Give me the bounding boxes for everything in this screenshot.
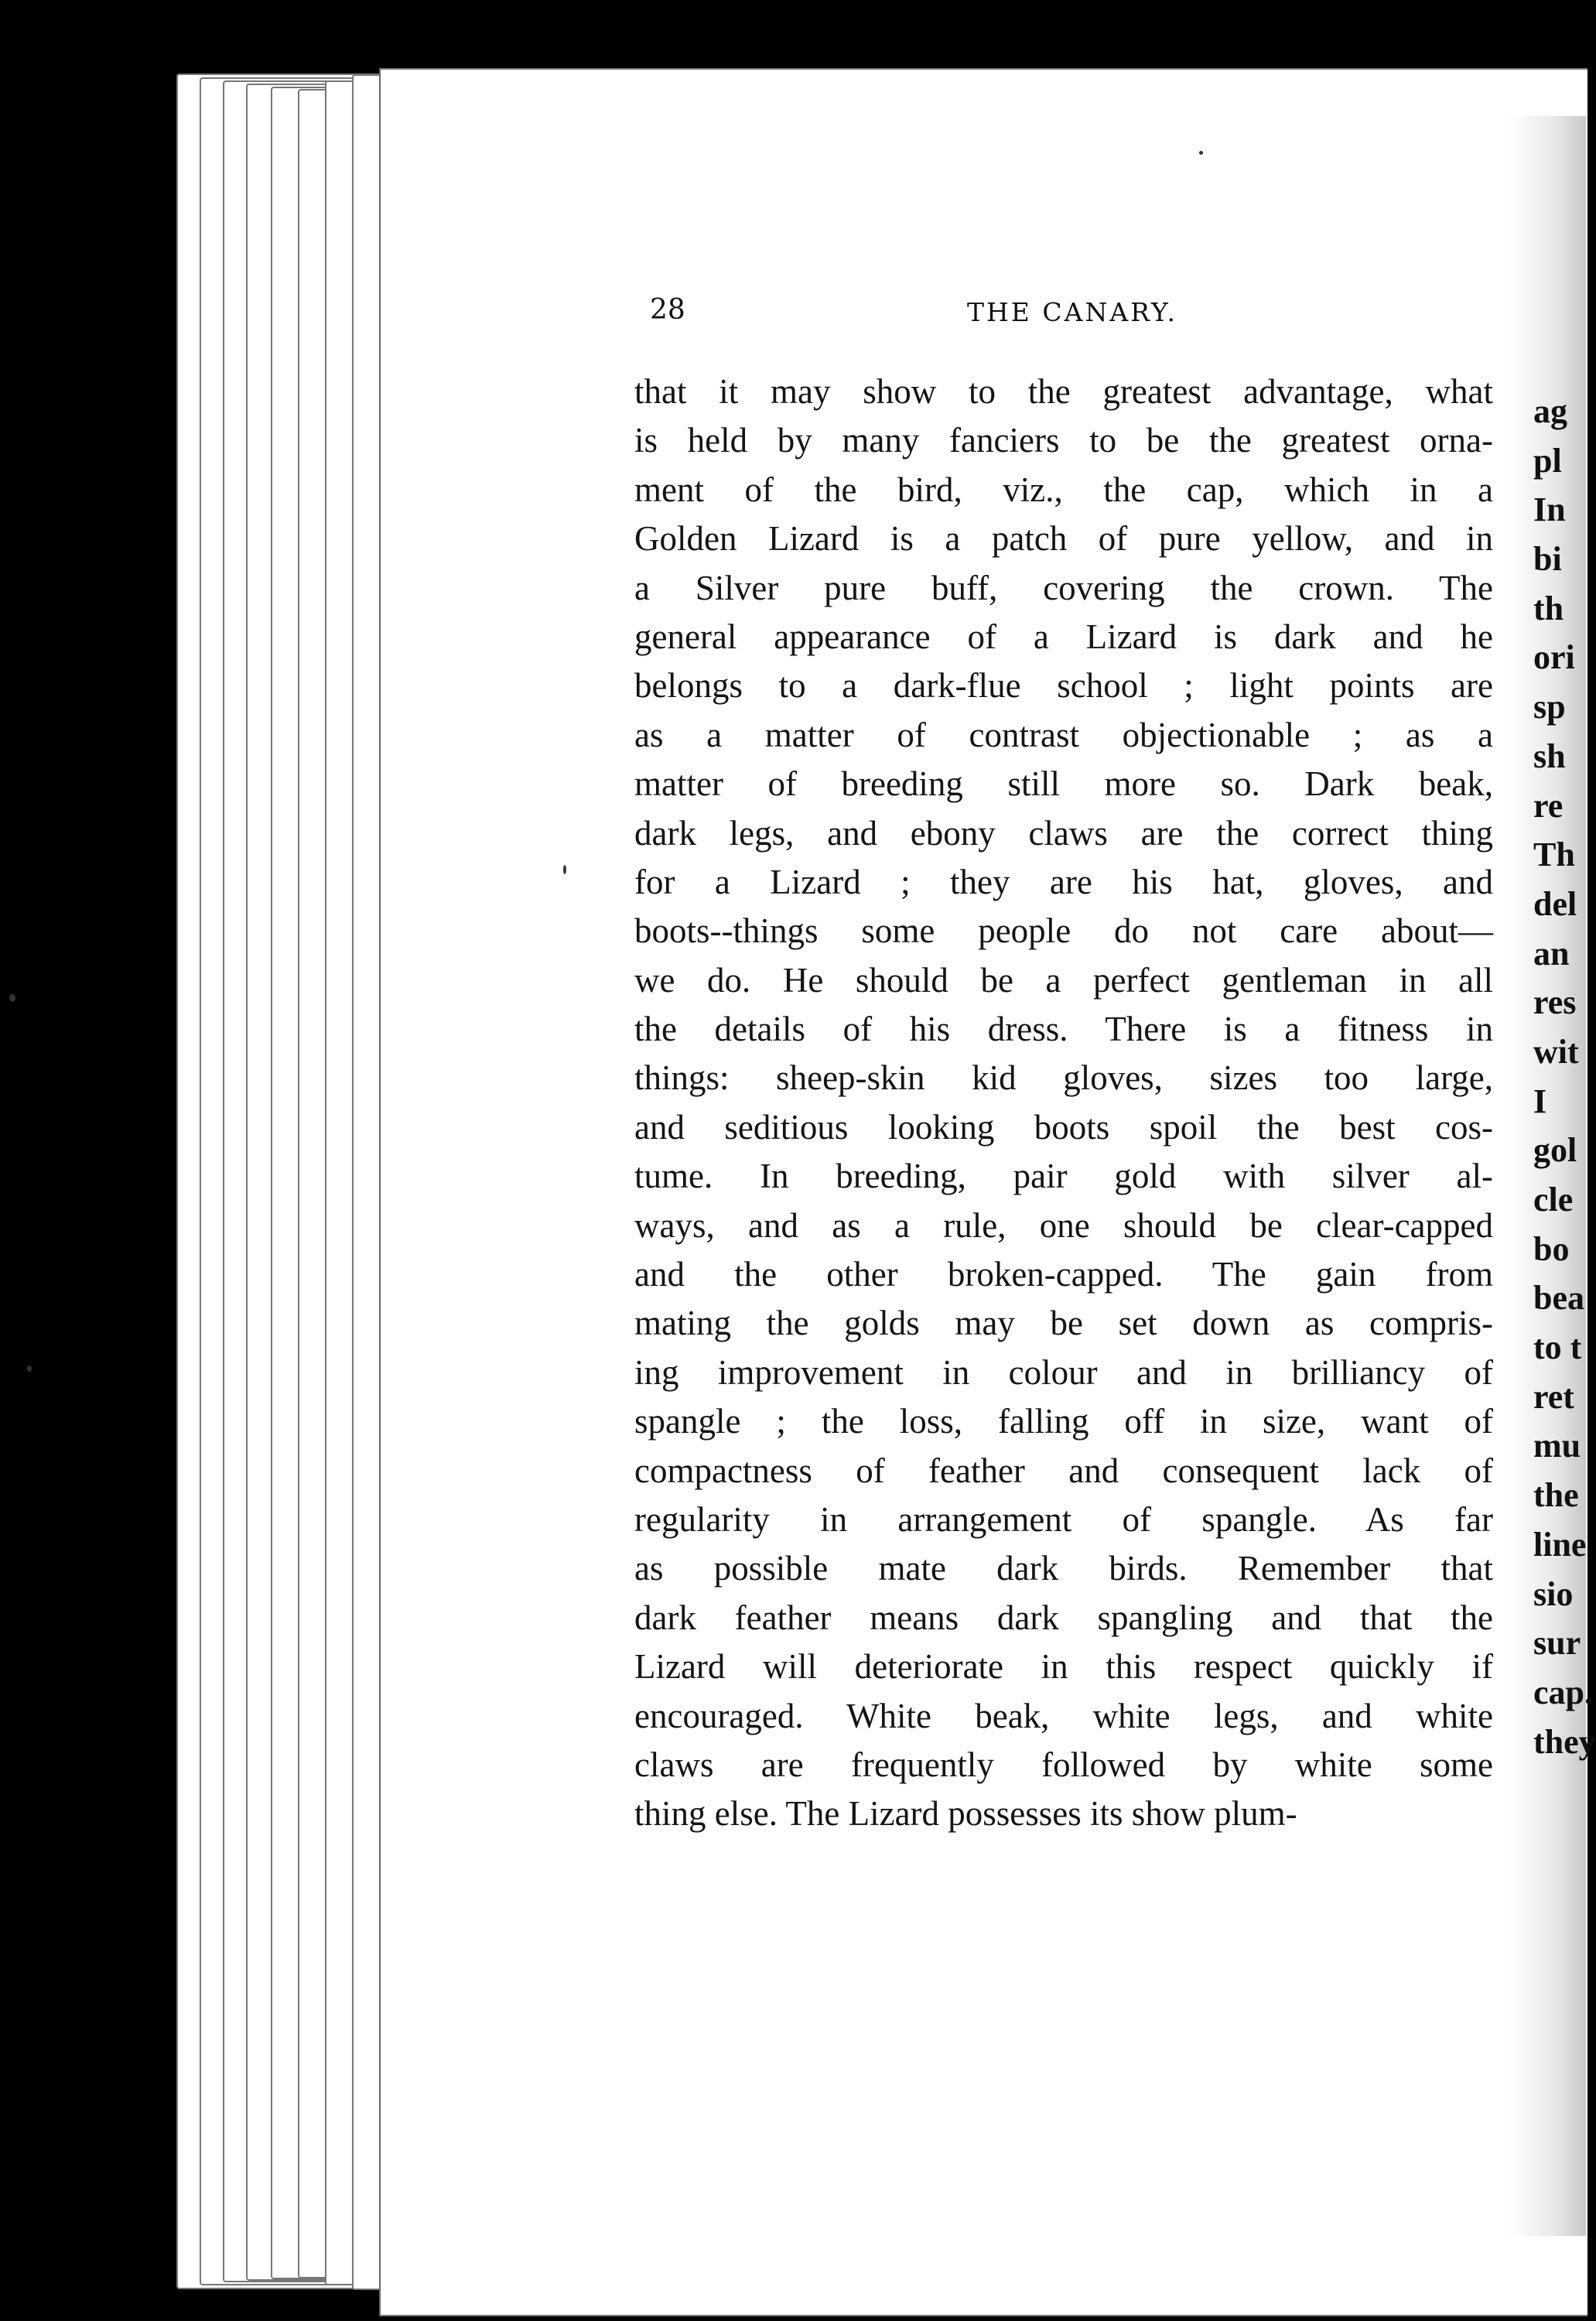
text-line: Golden Lizard is a patch of pure yellow, and in: [634, 519, 1493, 559]
facing-page-text: [1533, 387, 1596, 1766]
text-line: and the other broken-capped. The gain from: [634, 1255, 1493, 1294]
dust-speck: [9, 994, 15, 1002]
text-line: is held by many fanciers to be the greatest orna-: [634, 421, 1493, 460]
text-line: claws are frequently followed by white some: [634, 1745, 1493, 1784]
dust-speck: [1199, 151, 1203, 155]
text-line: thing else. The Lizard possesses its show plum-: [634, 1794, 1297, 1834]
facing-text-fragment: they: [1533, 1722, 1596, 1761]
text-line: dark legs, and ebony claws are the correct thing: [634, 813, 1493, 853]
text-line: ways, and as a rule, one should be clear-capped: [634, 1205, 1493, 1245]
text-line: Lizard will deteriorate in this respect quickly if: [634, 1647, 1493, 1687]
text-line: boots--things some people do not care about—: [634, 911, 1493, 951]
dust-speck: [27, 1366, 32, 1372]
text-line: for a Lizard ; they are his hat, gloves, and: [634, 862, 1493, 901]
facing-text-fragment: ori: [1533, 638, 1575, 677]
facing-text-fragment: I: [1533, 1082, 1547, 1120]
facing-text-fragment: mu: [1533, 1427, 1581, 1465]
facing-text-fragment: res: [1533, 983, 1577, 1022]
body-text: [634, 367, 1493, 1839]
facing-text-fragment: cap.: [1533, 1673, 1593, 1711]
page-header: [650, 294, 1524, 340]
text-line: ment of the bird, viz., the cap, which in a: [634, 470, 1493, 509]
facing-text-fragment: line: [1533, 1525, 1587, 1564]
text-line: regularity in arrangement of spangle. As far: [634, 1499, 1493, 1539]
text-line: spangle ; the loss, falling off in size, want of: [634, 1402, 1493, 1441]
facing-text-fragment: re: [1533, 786, 1564, 825]
text-line: belongs to a dark-flue school ; light points are: [634, 666, 1493, 706]
text-line: matter of breeding still more so. Dark beak,: [634, 764, 1493, 804]
facing-text-fragment: sp: [1533, 688, 1566, 726]
facing-text-fragment: bi: [1533, 540, 1562, 579]
facing-text-fragment: an: [1533, 934, 1570, 972]
facing-text-fragment: wit: [1533, 1032, 1579, 1071]
text-line: dark feather means dark spangling and that the: [634, 1598, 1493, 1637]
facing-text-fragment: cle: [1533, 1181, 1574, 1219]
text-line: general appearance of a Lizard is dark and he: [634, 617, 1493, 656]
facing-text-fragment: sio: [1533, 1574, 1574, 1613]
facing-text-fragment: bea: [1533, 1279, 1584, 1318]
facing-text-fragment: to t: [1533, 1328, 1582, 1367]
facing-text-fragment: th: [1533, 589, 1564, 627]
text-line: ing improvement in colour and in brilliancy of: [634, 1352, 1493, 1392]
dust-speck: [563, 865, 566, 874]
facing-text-fragment: Th: [1533, 836, 1575, 874]
text-line: compactness of feather and consequent lack of: [634, 1451, 1493, 1490]
facing-text-fragment: pl: [1533, 441, 1562, 480]
text-line: tume. In breeding, pair gold with silver al-: [634, 1157, 1493, 1196]
text-line: that it may show to the greatest advantage, what: [634, 372, 1493, 411]
running-head: THE CANARY.: [967, 297, 1178, 327]
text-line: the details of his dress. There is a fitness in: [634, 1010, 1493, 1049]
facing-text-fragment: ag: [1533, 392, 1567, 430]
text-line: and seditious looking boots spoil the best cos-: [634, 1107, 1493, 1147]
text-line: mating the golds may be set down as compris-: [634, 1304, 1493, 1343]
facing-text-fragment: del: [1533, 884, 1577, 923]
facing-text-fragment: In: [1533, 491, 1566, 529]
text-line: a Silver pure buff, covering the crown. The: [634, 568, 1493, 607]
page-number: 28: [650, 294, 685, 326]
text-line: encouraged. White beak, white legs, and white: [634, 1696, 1493, 1735]
facing-text-fragment: sh: [1533, 737, 1566, 775]
text-line: we do. He should be a perfect gentleman in all: [634, 960, 1493, 1000]
text-line: things: sheep-skin kid gloves, sizes too large,: [634, 1058, 1493, 1098]
facing-text-fragment: gol: [1533, 1131, 1577, 1170]
facing-text-fragment: the: [1533, 1476, 1579, 1515]
text-line: as possible mate dark birds. Remember that: [634, 1549, 1493, 1588]
facing-text-fragment: bo: [1533, 1229, 1570, 1268]
facing-text-fragment: sur: [1533, 1624, 1581, 1663]
facing-text-fragment: ret: [1533, 1377, 1574, 1416]
text-line: as a matter of contrast objectionable ; as a: [634, 715, 1493, 754]
